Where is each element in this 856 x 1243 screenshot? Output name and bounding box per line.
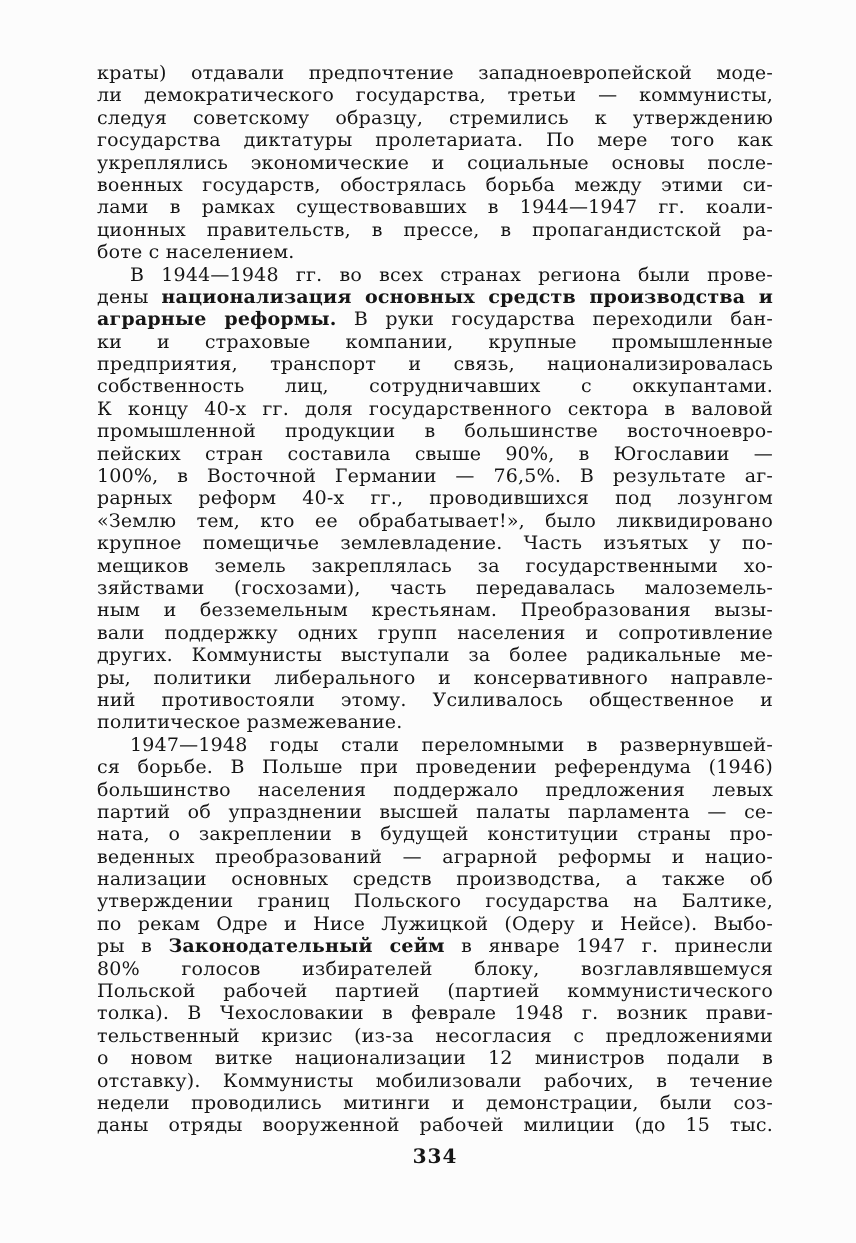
text-line — [97, 644, 773, 666]
text-segment: мещиков земель закреплялась за государственными хо- — [97, 554, 773, 577]
text-line — [97, 555, 773, 577]
text-segment: по рекам Одре и Нисе Лужицкой (Одеру и Нейсе). Выбо- — [97, 912, 773, 935]
text-segment: других. Коммунисты выступали за более радикальные ме- — [97, 644, 773, 667]
text-line — [97, 599, 773, 621]
text-segment: лами в рамках существовавших в 1944—1947 гг. коали- — [97, 196, 773, 219]
text-line — [97, 129, 773, 151]
text-line — [97, 219, 773, 241]
text-line — [97, 1025, 773, 1047]
text-segment: нализации основных средств производства, а также об — [97, 868, 773, 891]
text-segment: 1947—1948 годы стали переломными в развернувшей- — [130, 733, 773, 756]
text-segment: партий об упразднении высшей палаты парламента — се- — [97, 800, 773, 823]
paragraph — [97, 734, 773, 1137]
text-segment: даны отряды вооруженной рабочей милиции (до 15 тыс. — [97, 1114, 773, 1137]
text-segment: Польской рабочей партией (партией коммунистического — [97, 980, 773, 1003]
text-segment: ний противостояли этому. Усиливалось общественное и — [97, 688, 773, 711]
text-segment: ли демократического государства, третьи — коммунисты, — [97, 84, 773, 107]
text-line — [97, 935, 773, 957]
text-segment: ры, политики либерального и консервативного направле- — [97, 666, 773, 689]
text-line — [97, 779, 773, 801]
text-line — [97, 577, 773, 599]
page-footer — [97, 1144, 773, 1168]
text-line — [97, 734, 773, 756]
page-number: 334 — [412, 1144, 458, 1168]
text-line — [97, 264, 773, 286]
text-line — [97, 980, 773, 1002]
text-segment: утверждении границ Польского государства на Балтике, — [97, 890, 773, 913]
text-line — [97, 107, 773, 129]
text-line — [97, 174, 773, 196]
bold-term: Законодательный сейм — [168, 935, 445, 958]
text-line — [97, 331, 773, 353]
text-segment: государства диктатуры пролетариата. По мере того как — [97, 129, 773, 152]
paragraph — [97, 264, 773, 734]
text-segment: собственность лиц, сотрудничавших с оккупантами. — [97, 375, 773, 398]
text-segment: веденных преобразований — аграрной реформы и нацио- — [97, 845, 773, 868]
text-block — [97, 62, 773, 1137]
text-line — [97, 868, 773, 890]
text-segment: 100%, в Восточной Германии — 76,5%. В результате аг- — [97, 465, 773, 488]
text-segment: краты) отдавали предпочтение западноевропейской моде- — [97, 62, 773, 84]
text-line — [97, 420, 773, 442]
text-segment: ната, о закреплении в будущей конституции страны про- — [97, 823, 773, 846]
text-segment: ки и страховые компании, крупные промышленные — [97, 330, 773, 353]
text-segment: ным и безземельным крестьянам. Преобразования вызы- — [97, 599, 773, 622]
text-line — [97, 823, 773, 845]
text-line — [97, 241, 773, 263]
text-segment: недели проводились митинги и демонстрации, были соз- — [97, 1091, 773, 1114]
text-segment: ры в — [97, 935, 169, 958]
bold-term: аграрные реформы. — [97, 308, 337, 331]
text-line — [97, 487, 773, 509]
text-segment: В руки государства переходили бан- — [336, 308, 773, 331]
text-line — [97, 353, 773, 375]
text-line — [97, 1047, 773, 1069]
text-segment: ся борьбе. В Польше при проведении референдума (1946) — [97, 756, 773, 779]
text-segment: следуя советскому образцу, стремились к утверждению — [97, 106, 773, 129]
bold-term: национализация основных средств производства и — [161, 285, 773, 308]
text-segment: промышленной продукции в большинстве восточноевро- — [97, 420, 773, 443]
text-segment: ционных правительств, в прессе, в пропагандистской ра- — [97, 218, 773, 241]
text-segment: дены — [97, 285, 162, 308]
text-segment: К концу 40-х гг. доля государственного сектора в валовой — [97, 397, 773, 420]
text-segment: пейских стран составила свыше 90%, в Югославии — — [97, 442, 773, 465]
text-segment: о новом витке национализации 12 министров подали в — [97, 1047, 773, 1070]
text-segment: тельственный кризис (из-за несогласия с предложениями — [97, 1024, 773, 1047]
text-line — [97, 510, 773, 532]
text-segment: толка). В Чехословакии в феврале 1948 г. возник прави- — [97, 1002, 773, 1025]
text-line — [97, 1002, 773, 1024]
text-segment: политическое размежевание. — [97, 711, 403, 734]
text-segment: большинство населения поддержало предложения левых — [97, 778, 773, 801]
text-segment: 80% голосов избирателей блоку, возглавлявшемуся — [97, 957, 773, 980]
text-segment: рарных реформ 40-х гг., проводившихся под лозунгом — [97, 487, 773, 510]
text-segment: крупное помещичье землевладение. Часть изъятых у по- — [97, 532, 773, 555]
text-line — [97, 958, 773, 980]
text-segment: зяйствами (госхозами), часть передавалась малоземель- — [97, 576, 773, 599]
text-line — [97, 622, 773, 644]
text-line — [97, 913, 773, 935]
text-line — [97, 375, 773, 397]
text-line — [97, 846, 773, 868]
text-line — [97, 152, 773, 174]
text-line — [97, 1070, 773, 1092]
text-line — [97, 286, 773, 308]
text-segment: военных государств, обострялась борьба между этими си- — [97, 173, 773, 196]
text-segment: укреплялись экономические и социальные основы после- — [97, 151, 773, 174]
text-segment: В 1944—1948 гг. во всех странах региона были прове- — [130, 263, 773, 286]
text-line — [97, 756, 773, 778]
text-line — [97, 711, 773, 733]
text-line — [97, 667, 773, 689]
text-line — [97, 689, 773, 711]
text-line — [97, 1092, 773, 1114]
text-line — [97, 890, 773, 912]
text-line — [97, 801, 773, 823]
text-line — [97, 532, 773, 554]
text-segment: вали поддержку одних групп населения и сопротивление — [97, 621, 773, 644]
text-line — [97, 84, 773, 106]
text-segment: в январе 1947 г. принесли — [444, 935, 774, 958]
text-line — [97, 1114, 773, 1136]
text-line — [97, 443, 773, 465]
text-segment: «Землю тем, кто ее обрабатывает!», было ликвидировано — [97, 509, 773, 532]
text-line — [97, 308, 773, 330]
text-line — [97, 465, 773, 487]
text-segment: боте с населением. — [97, 241, 295, 264]
text-segment: предприятия, транспорт и связь, национализировалась — [97, 353, 773, 376]
paragraph — [97, 62, 773, 264]
text-segment: отставку). Коммунисты мобилизовали рабочих, в течение — [97, 1069, 773, 1092]
text-line — [97, 62, 773, 84]
text-line — [97, 398, 773, 420]
text-line — [97, 196, 773, 218]
